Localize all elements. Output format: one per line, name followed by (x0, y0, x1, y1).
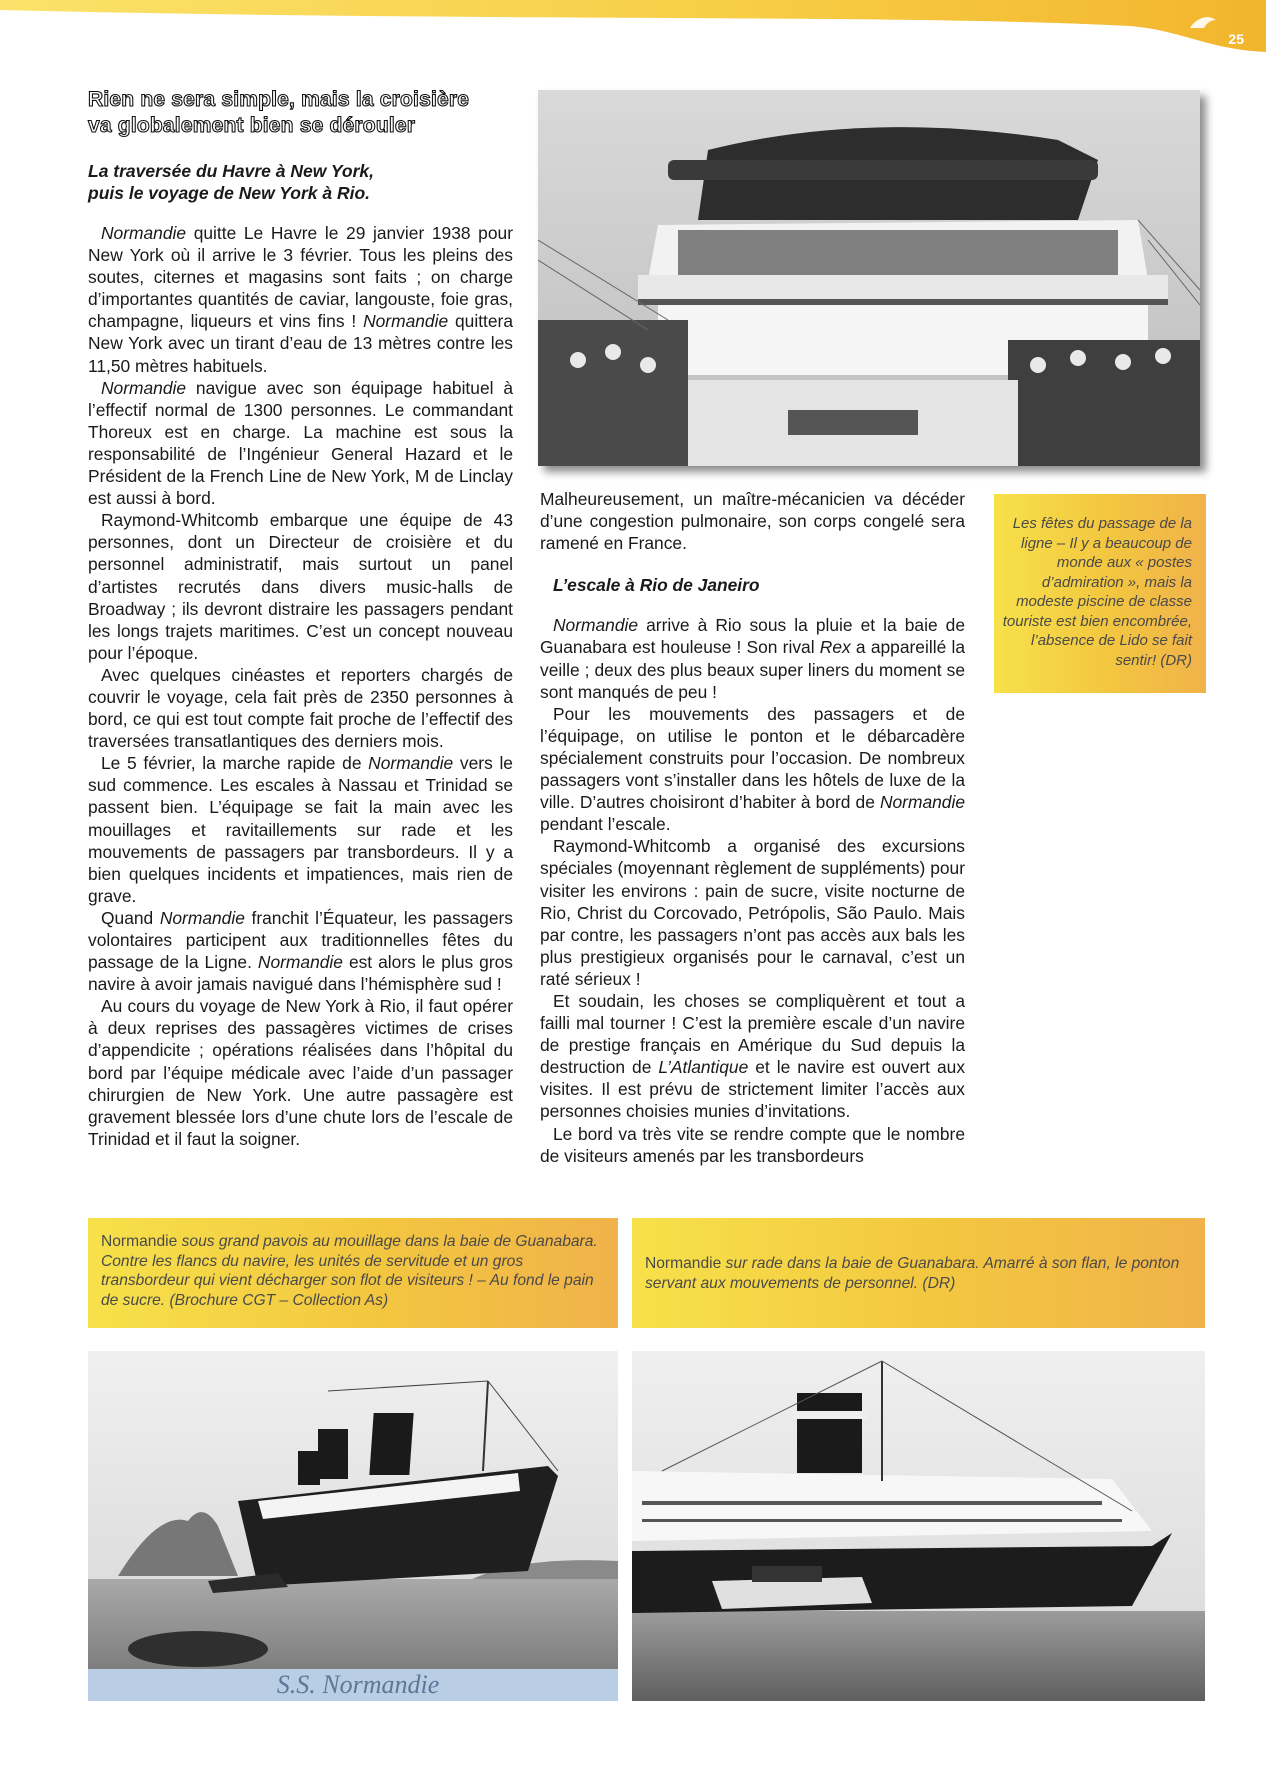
left-paragraph-2: Normandie navigue avec son équipage habituel à l’effectif normal de 1300 personnes. Le commandant Thoreux est en charge. La machine est sous la responsabilité de l’Ingénieur General Hazard et le Président de la French Line de New York, M de Linclay est aussi à bord. (88, 377, 513, 509)
caption-bottom-right-text: Normandie sur rade dans la baie de Guanabara. Amarré à son flan, le ponton servant aux mouvements de personnel. (DR) (645, 1255, 1180, 1292)
left-paragraph-7: Au cours du voyage de New York à Rio, il faut opérer à deux reprises des passagères victimes de crises d’appendicite ; opérations réalisées dans l’hôpital du bord par l’équipe médicale avec l’aide d’un passager chirurgien de New York. Une autre passagère est gravement blessée lors d’une chute lors de l’escale de Trinidad et il faut la soigner. (88, 996, 513, 1149)
right-paragraph-1: Malheureusement, un maître-mécanicien va décéder d’une congestion pulmonaire, son corps congelé sera ramené en France. (540, 489, 965, 554)
left-text-column (88, 222, 513, 1150)
ss-normandie-banner: S.S. Normandie (276, 1670, 440, 1699)
subhead-line-1: La traversée du Havre à New York, (88, 161, 374, 181)
right-paragraph-2: Normandie arrive à Rio sous la pluie et la baie de Guanabara est houleuse ! Son rival Rex a appareillé la veille ; deux des plus beaux super liners du moment se sont manqués de peu ! (540, 615, 965, 702)
left-paragraph-6: Quand Normandie franchit l’Équateur, les passagers volontaires participent aux traditionnelles fêtes du passage de la Ligne. Normandie est alors le plus gros navire à avoir jamais navigué dans l’hémisphère sud ! (88, 907, 513, 995)
caption-bottom-left-text: Normandie sous grand pavois au mouillage dans la baie de Guanabara. Contre les flancs du navire, les unités de servitude et un gros transbordeur qui vient décharger son flot de visiteurs ! – Au fond le pain de sucre. (Brochure CGT – Collection As) (101, 1233, 598, 1309)
subhead-line-2: puis le voyage de New York à Rio. (88, 183, 371, 203)
left-paragraph-5: Le 5 février, la marche rapide de Normandie vers le sud commence. Les escales à Nassau et Trinidad se passent bien. L’équipage se fait la main avec les mouillages et ravitaillements sur rade et les mouvements de passagers par transbordeurs. Il y a bien quelques incidents et impatiences, mais rien de grave. (88, 753, 513, 906)
left-paragraph-4: Avec quelques cinéastes et reporters chargés de couvrir le voyage, cela fait près de 2350 personnes à bord, ce qui est tout compte fait proche de l’effectif des traversées transatlantiques des derniers mois. (88, 664, 513, 752)
right-text-column (540, 488, 965, 1167)
left-paragraph-1: Normandie quitte Le Havre le 29 janvier 1938 pour New York où il arrive le 3 février. Tous les pleins des soutes, citernes et magasins sont faits ; on charge d’importantes quantités de caviar, langouste, foie gras, champagne, liqueurs et vins fins ! Normandie quittera New York avec un tirant d’eau de 13 mètres contre les 11,50 mètres habituels. (88, 223, 514, 376)
right-paragraph-6: Le bord va très vite se rendre compte que le nombre de visiteurs amenés par les transbordeurs (540, 1123, 965, 1166)
article-headline (88, 87, 518, 139)
left-paragraph-3: Raymond-Whitcomb embarque une équipe de 43 personnes, dont un Directeur de croisière et du personnel administratif, mais surtout un panel d’artistes recrutés dans divers music-halls de Broadway ; ils devront distraire les passagers pendant les longs trajets maritimes. C’est un concept nouveau pour l’époque. (88, 510, 513, 663)
headline-line-1: Rien ne sera simple, mais la croisière (88, 88, 470, 111)
page-number: 25 (1228, 31, 1244, 47)
top-yellow-band (0, 0, 1266, 52)
article-subheading (88, 160, 508, 204)
side-caption-text: Les fêtes du passage de la ligne – Il y a beaucoup de monde aux « postes d’admiration », mais la modeste piscine de classe touriste est bien encombrée, l’absence de Lido se fait sentir! (DR) (1002, 515, 1192, 669)
section-title-rio: L’escale à Rio de Janeiro (553, 575, 760, 596)
right-paragraph-4: Raymond-Whitcomb a organisé des excursions spéciales (moyennant règlement de suppléments) pour visiter les environs : pain de sucre, visite nocturne de Rio, Christ du Corcovado, Petrópolis, São Paulo. Mais par contre, les passagers n’ont pas accès aux bals les plus prestigieux organisés pour le carnaval, c’est un raté sérieux ! (540, 836, 965, 989)
caption-bottom-left (88, 1218, 618, 1328)
side-caption (994, 494, 1206, 693)
ship-bay-photo-right (632, 1351, 1205, 1701)
right-paragraph-5: Et soudain, les choses se compliquèrent et tout a failli mal tourner ! C’est la première escale d’un navire de prestige français en Amérique du Sud depuis la destruction de L’Atlantique et le navire est ouvert aux visites. Il est prévu de strictement limiter l’accès aux personnes choisies munies d’invitations. (540, 990, 966, 1122)
deck-crowd-photo (538, 90, 1200, 466)
caption-bottom-right (632, 1218, 1205, 1328)
ship-bay-photo-left (88, 1351, 618, 1701)
right-paragraph-3: Pour les mouvements des passagers et de l’équipage, on utilise le ponton et le débarcadère spécialement construits pour l’occasion. De nombreux passagers vont s’installer dans les hôtels de luxe de la ville. D’autres choisiront d’habiter à bord de Normandie pendant l’escale. (540, 703, 965, 835)
headline-line-2: va globalement bien se dérouler (88, 114, 416, 137)
